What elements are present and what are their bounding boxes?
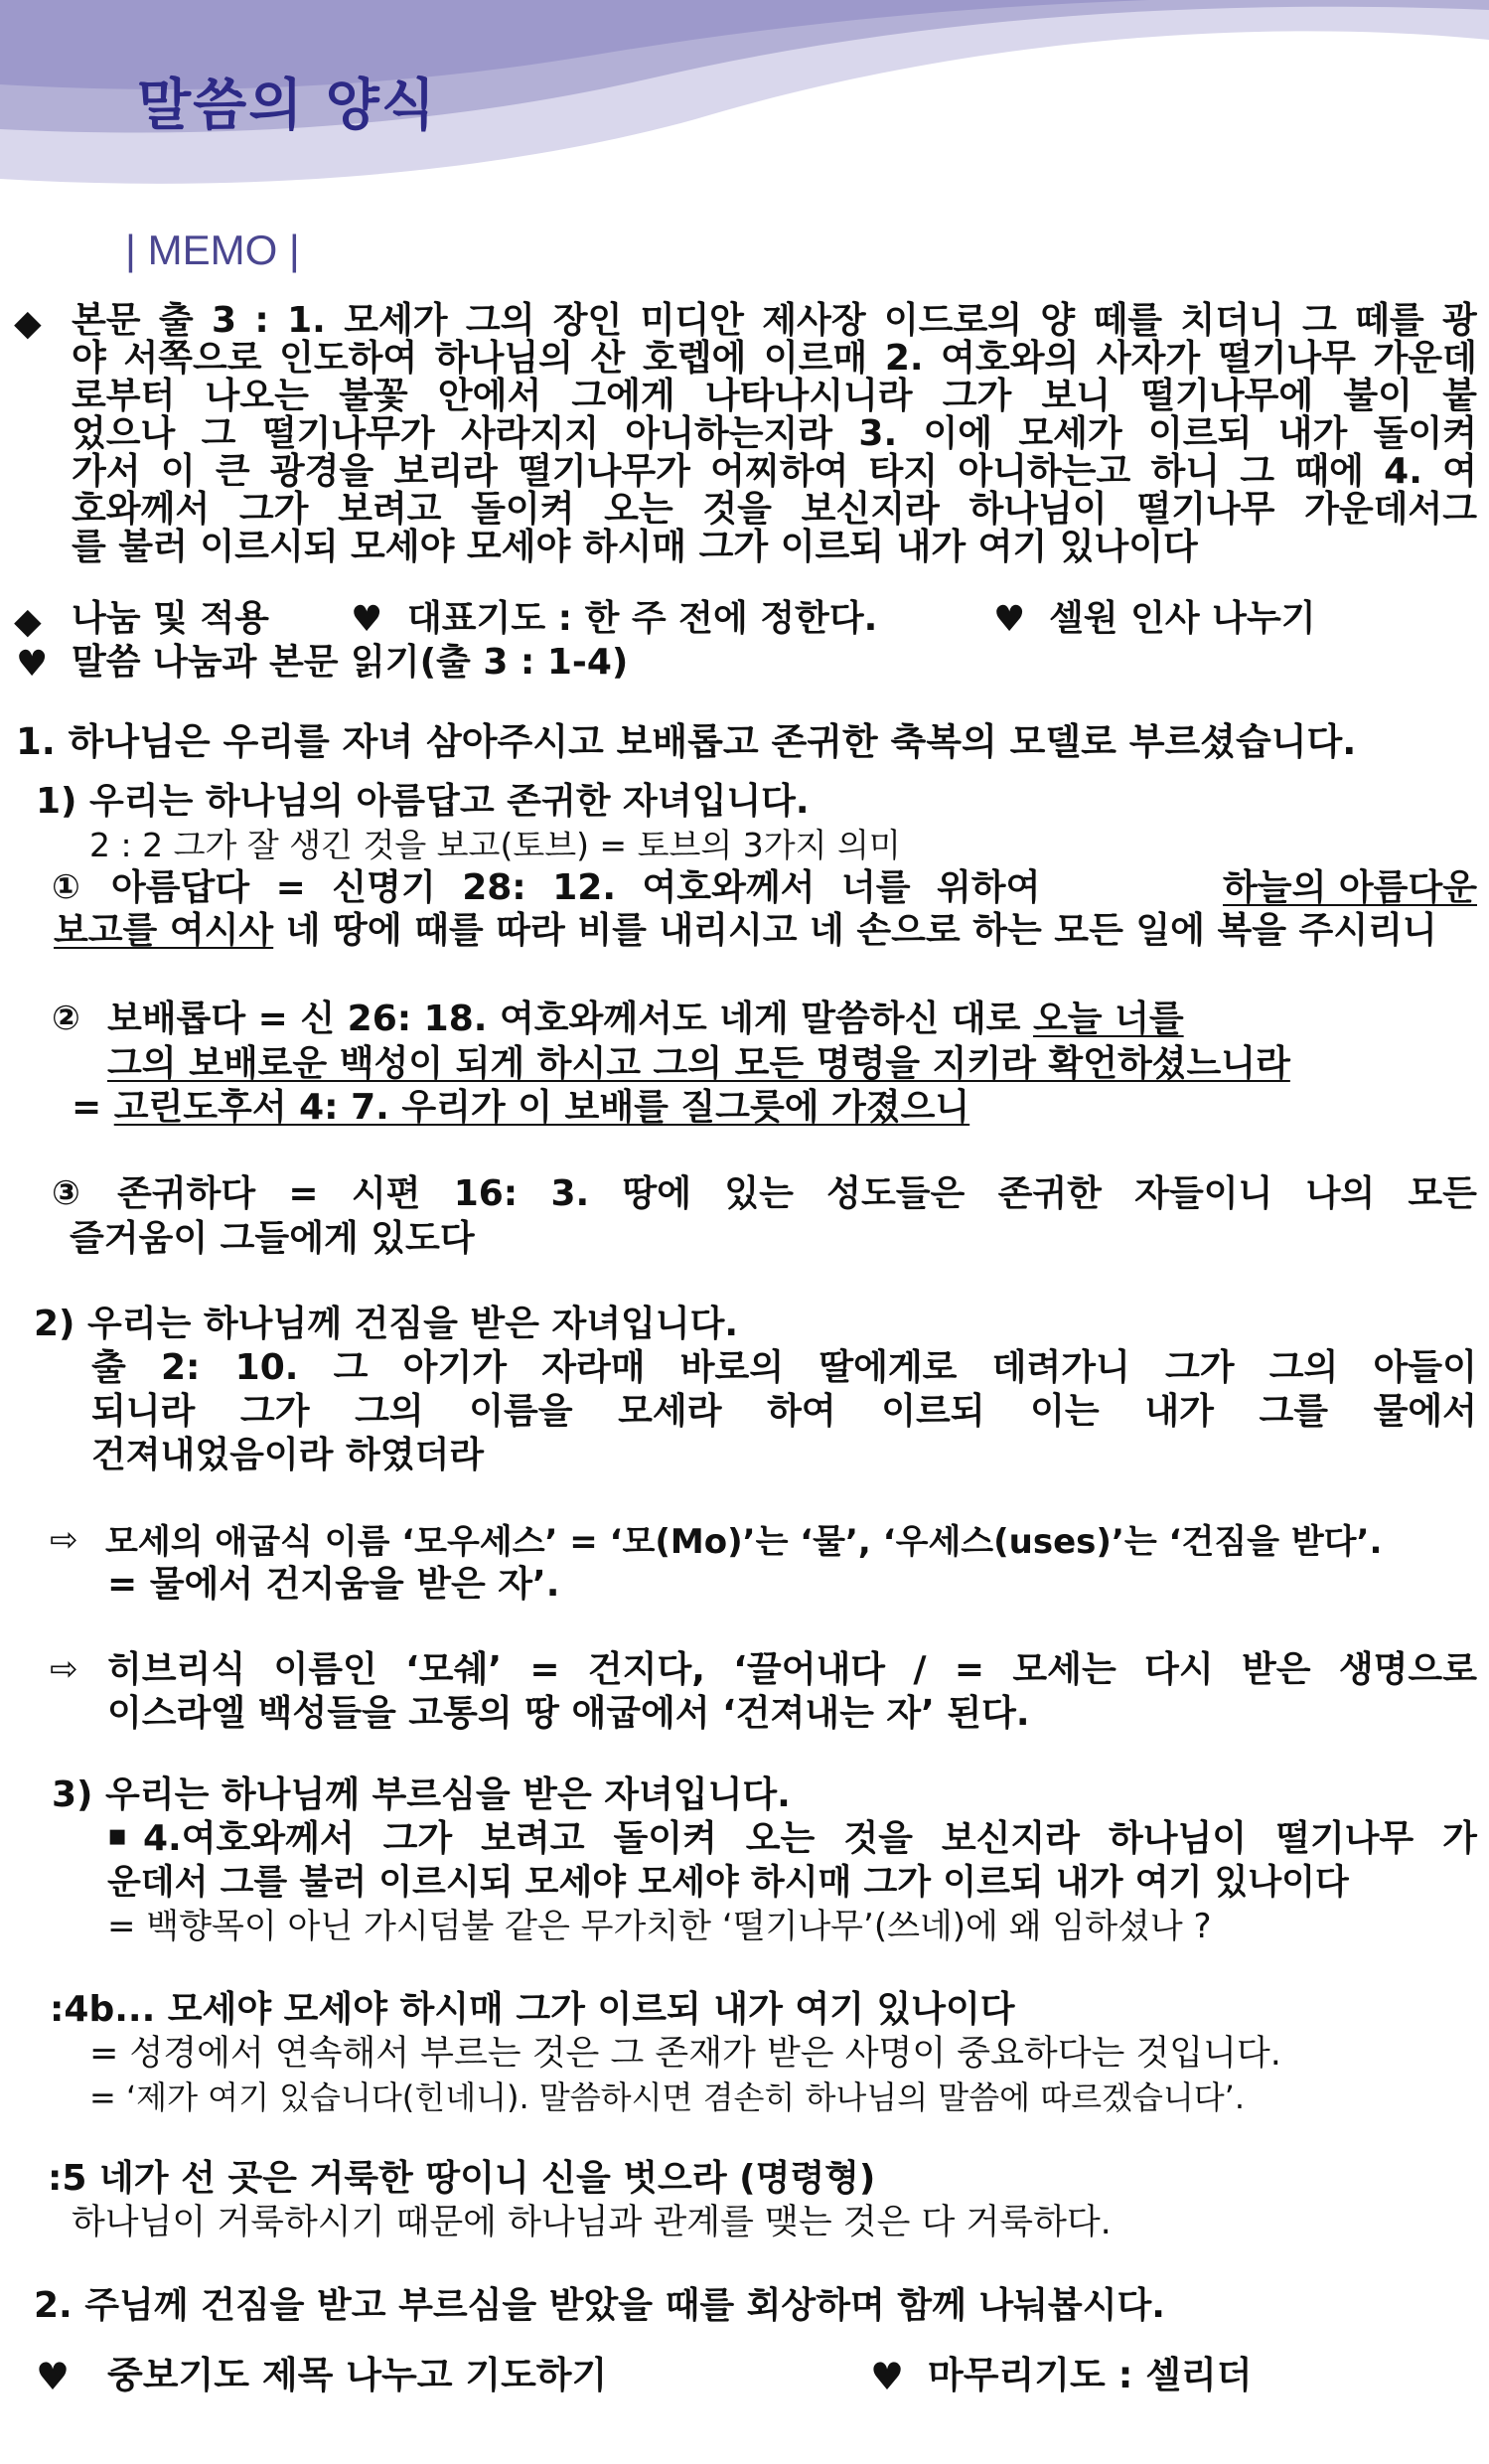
word: 그 <box>1302 300 1337 341</box>
word: 가서 <box>72 451 141 492</box>
word: 아니하는지라 <box>625 413 833 454</box>
word: 호와께서 <box>72 489 211 530</box>
word: 하나님이 <box>1108 1818 1248 1859</box>
section1-heading: 1. 하나님은 우리를 자녀 삼아주시고 보배롭고 존귀한 축복의 모델로 부르셨습니다. <box>16 720 1357 763</box>
point3-heading: 3) 우리는 하나님께 부르심을 받은 자녀입니다. <box>52 1774 791 1815</box>
word: 모든 <box>1408 1173 1477 1214</box>
word: 서쪽으로 <box>123 338 262 379</box>
word: 그가 <box>1164 1347 1235 1388</box>
point2-line2 <box>91 1391 1477 1433</box>
meaning1-underline: 하늘의 아름다운 <box>1223 867 1477 908</box>
meaning2-underline: 오늘 너를 <box>1033 999 1184 1039</box>
word: 미디안 <box>640 300 744 341</box>
word: 돌이켜 <box>1373 413 1477 454</box>
egypt-name-line2: = 물에서 건지움을 받은 자’. <box>107 1564 560 1605</box>
scripture-line <box>72 451 1477 493</box>
word: 16: <box>453 1173 519 1214</box>
word: 그 <box>201 413 236 454</box>
word: 건지다, <box>587 1649 705 1690</box>
heart-icon: ♥ <box>16 644 49 685</box>
word: 불꽃 <box>339 376 408 416</box>
square-bullet-icon: ▪ <box>107 1818 128 1853</box>
word: 3. <box>858 413 898 454</box>
scripture-line <box>72 300 1477 342</box>
word: 광 <box>1442 300 1477 341</box>
word: 보려고 <box>338 489 442 530</box>
word: 그 <box>333 1347 369 1388</box>
word: 이 <box>160 451 196 492</box>
word: 어찌하여 <box>710 451 849 492</box>
word: 보리라 <box>393 451 498 492</box>
word: 자들이니 <box>1134 1173 1273 1214</box>
word: 떼를 <box>1093 300 1163 341</box>
point3-line1 <box>143 1818 1477 1860</box>
hebrew-name-line1 <box>107 1649 1477 1691</box>
word: 바로의 <box>679 1347 785 1388</box>
closing-intercession: 중보기도 제목 나누고 기도하기 <box>107 2354 608 2396</box>
word: ‘끌어내다 <box>733 1649 886 1690</box>
apply-reading: 말씀 나눔과 본문 읽기(출 3 : 1-4) <box>72 642 629 683</box>
circled-two-icon: ② <box>52 999 80 1038</box>
heart-icon: ♥ <box>351 599 383 640</box>
word: 모세가 <box>1018 413 1122 454</box>
scripture-line <box>72 338 1477 380</box>
word: 붙 <box>1442 376 1477 416</box>
word: 장인 <box>552 300 623 341</box>
word: 이드로의 <box>883 300 1023 341</box>
meaning2-eq: = <box>72 1087 102 1128</box>
word: 사자가 <box>1096 338 1201 379</box>
word: 다시 <box>1144 1649 1214 1690</box>
circled-three-icon: ③ <box>52 1173 80 1213</box>
word: 사라지지 <box>460 413 600 454</box>
memo-label: | MEMO | <box>125 227 300 273</box>
word: 안에서 <box>437 376 542 416</box>
word: 인도하여 <box>279 338 418 379</box>
word: 떼를 <box>1355 300 1424 341</box>
point2-heading: 2) 우리는 하나님께 건짐을 받은 자녀입니다. <box>34 1304 739 1344</box>
word: 돌이켜 <box>613 1818 717 1859</box>
meaning2-line3 <box>72 1087 969 1129</box>
point1-heading: 1) 우리는 하나님의 아름답고 존귀한 자녀입니다. <box>36 781 810 822</box>
apply-greet: 셀원 인사 나누기 <box>1049 598 1316 639</box>
word: 가 <box>1442 1818 1477 1859</box>
word: 있는 <box>724 1173 794 1214</box>
word: 그에게 <box>571 376 675 416</box>
word: 떨기나무 <box>1217 338 1356 379</box>
word: 것을 <box>702 489 772 530</box>
circled-one-icon: ① <box>52 867 80 907</box>
scripture-line <box>72 413 1477 455</box>
word: 생명으로 <box>1338 1649 1477 1690</box>
heart-icon: ♥ <box>870 2355 905 2398</box>
word: 3 <box>212 300 237 341</box>
word: 1. <box>287 300 326 341</box>
word: 하여 <box>767 1391 836 1432</box>
meaning1-line2 <box>54 910 1437 952</box>
point3-line3: = 백향목이 아닌 가시덤불 같은 무가치한 ‘떨기나무’(쓰네)에 왜 임하셨나 ? <box>107 1907 1212 1946</box>
word: 그가 <box>239 1391 310 1432</box>
arrow-right-icon: ⇨ <box>50 1649 78 1689</box>
word: 그가 <box>238 489 309 530</box>
word: 타지 <box>868 451 939 492</box>
word: : <box>254 300 269 341</box>
meaning1-rest: 네 땅에 때를 따라 비를 내리시고 네 손으로 하는 모든 일에 복을 주시리니 <box>285 910 1437 951</box>
word: 이에 <box>923 413 993 454</box>
meaning2-underline3: 고린도후서 4: 7. 우리가 이 보배를 질그릇에 가졌으니 <box>113 1087 970 1128</box>
word: 2. <box>884 338 924 379</box>
word: 내가 <box>1144 1391 1214 1432</box>
word: 출 <box>91 1347 126 1388</box>
section2-heading: 2. 주님께 건짐을 받고 부르심을 받았을 때를 회상하며 함께 나눠봅시다. <box>34 2285 1165 2326</box>
word: 떨기나무 <box>1275 1818 1415 1859</box>
meaning2-line1 <box>107 999 1184 1040</box>
word: 보려고 <box>481 1818 585 1859</box>
meaning2-text: 보배롭다 = 신 26: 18. 여호와께서도 네게 말씀하신 대로 <box>107 999 1021 1039</box>
word: 나의 <box>1305 1173 1376 1214</box>
v5-line1: 하나님이 거룩하시기 때문에 하나님과 관계를 맺는 것은 다 거룩하다. <box>72 2203 1112 2242</box>
scripture-line <box>72 376 1477 417</box>
point1-note: 2 : 2 그가 잘 생긴 것을 보고(토브) = 토브의 3가지 의미 <box>89 826 901 864</box>
word: 큰 <box>215 451 250 492</box>
word: 2: <box>161 1347 201 1388</box>
word: 이르매 <box>763 338 868 379</box>
word: 불이 <box>1343 376 1413 416</box>
word: 그 <box>1240 451 1275 492</box>
scripture-line: 를 불러 이르시되 모세야 모세야 하시매 그가 이르되 내가 여기 있나이다 <box>72 527 1198 567</box>
word: 가운데서그 <box>1304 489 1477 530</box>
word: 여 <box>1442 451 1477 492</box>
word: 하나님이 <box>968 489 1108 530</box>
word: 호렙에 <box>642 338 747 379</box>
page-title: 말씀의 양식 <box>137 74 437 138</box>
word: 하나님의 <box>434 338 573 379</box>
word: = <box>288 1173 319 1214</box>
meaning1-text: 아름답다 = 신명기 28: 12. 여호와께서 너를 위하여 <box>111 867 1041 908</box>
word: 여호와의 <box>941 338 1080 379</box>
word: 10. <box>234 1347 299 1388</box>
word: 아니하는고 <box>958 451 1131 492</box>
meaning3-line1 <box>117 1173 1477 1215</box>
word: 떨기나무에 <box>1140 376 1314 416</box>
meaning1-underline2: 보고를 여시사 <box>54 910 274 951</box>
word: 히브리식 <box>107 1649 246 1690</box>
word: 이르되 <box>1148 413 1253 454</box>
diamond-icon: ◆ <box>14 601 42 642</box>
apply-title: 나눔 및 적용 <box>72 598 269 639</box>
word: 나타나시니라 <box>704 376 913 416</box>
word: 보신지라 <box>801 489 940 530</box>
word: 딸에게로 <box>819 1347 958 1388</box>
egypt-name-line1: 모세의 애굽식 이름 ‘모우세스’ = ‘모(Mo)’는 ‘물’, ‘우세스(uses)’는 ‘건짐을 받다’. <box>105 1522 1383 1562</box>
word: 가운데 <box>1373 338 1477 379</box>
word: 오는 <box>604 489 673 530</box>
word: 아기가 <box>402 1347 507 1388</box>
word: 땅에 <box>622 1173 692 1214</box>
word: 광경을 <box>269 451 374 492</box>
word: / <box>913 1649 927 1690</box>
word: 되니라 <box>91 1391 196 1432</box>
word: 제사장 <box>762 300 866 341</box>
word: 돌이켜 <box>471 489 575 530</box>
word: 존귀하다 <box>117 1173 256 1214</box>
word: 그의 <box>1268 1347 1339 1388</box>
word: 존귀한 <box>997 1173 1102 1214</box>
word: ‘모쉐’ <box>405 1649 503 1690</box>
word: 출 <box>158 300 194 341</box>
word: 오는 <box>745 1818 816 1859</box>
word: 본문 <box>72 300 141 341</box>
point2-line3: 건져내었음이라 하였더라 <box>91 1435 485 1475</box>
word: 보니 <box>1041 376 1112 416</box>
point2-line1 <box>91 1347 1477 1389</box>
word: 떨기나무가 <box>518 451 690 492</box>
word: 나오는 <box>205 376 309 416</box>
word: 물에서 <box>1373 1391 1477 1432</box>
word: 모세는 <box>1012 1649 1117 1690</box>
word: 4.여호와께서 <box>143 1818 355 1859</box>
diamond-icon: ◆ <box>14 303 42 344</box>
word: 이르되 <box>881 1391 985 1432</box>
word: = <box>954 1649 985 1690</box>
meaning3-line2: 즐거움이 그들에게 있도다 <box>70 1218 475 1259</box>
meaning2-line2: 그의 보배로운 백성이 되게 하시고 그의 모든 명령을 지키라 확언하셨느니라 <box>107 1043 1290 1084</box>
word: 산 <box>590 338 626 379</box>
word: 자라매 <box>541 1347 646 1388</box>
v4b-heading: :4b... 모세야 모세야 하시매 그가 이르되 내가 여기 있나이다 <box>50 1989 1015 2030</box>
word: 이름인 <box>273 1649 377 1690</box>
word: 내가 <box>1277 413 1348 454</box>
word: 3. <box>550 1173 590 1214</box>
word: = <box>529 1649 560 1690</box>
word: 그가 <box>942 376 1012 416</box>
word: 그를 <box>1259 1391 1329 1432</box>
word: 그의 <box>465 300 535 341</box>
word: 떨기나무 <box>1136 489 1275 530</box>
meaning1-line1 <box>111 867 1477 909</box>
v4b-line2: = ‘제가 여기 있습니다(힌네니). 말씀하시면 겸손히 하나님의 말씀에 따르겠습니다’. <box>89 2079 1246 2116</box>
word: 었으나 <box>72 413 176 454</box>
word: 하니 <box>1150 451 1221 492</box>
word: 데려가니 <box>991 1347 1130 1388</box>
word: 아들이 <box>1373 1347 1477 1388</box>
word: 이름을 <box>469 1391 573 1432</box>
word: 야 <box>72 338 106 379</box>
word: 모세라 <box>618 1391 722 1432</box>
closing-final-prayer: 마무리기도 : 셀리더 <box>928 2354 1253 2396</box>
word: 보신지라 <box>941 1818 1080 1859</box>
word: 그가 <box>382 1818 453 1859</box>
word: 성도들은 <box>826 1173 966 1214</box>
v4b-line1: = 성경에서 연속해서 부르는 것은 그 존재가 받은 사명이 중요하다는 것입니다. <box>89 2034 1281 2074</box>
word: 받은 <box>1241 1649 1311 1690</box>
word: 치더니 <box>1180 300 1284 341</box>
apply-prayer: 대표기도 : 한 주 전에 정한다. <box>407 598 878 639</box>
word: 4. <box>1384 451 1422 492</box>
heart-icon: ♥ <box>36 2355 71 2398</box>
point3-line2: 운데서 그를 불러 이르시되 모세야 모세야 하시매 그가 이르되 내가 여기 있나이다 <box>107 1863 1349 1903</box>
word: 것을 <box>843 1818 913 1859</box>
word: 떨기나무가 <box>261 413 435 454</box>
hebrew-name-line2: 이스라엘 백성들을 고통의 땅 애굽에서 ‘건져내는 자’ 된다. <box>107 1693 1030 1734</box>
word: 로부터 <box>72 376 176 416</box>
word: 양 <box>1040 300 1076 341</box>
arrow-right-icon: ⇨ <box>50 1520 78 1560</box>
word: 시편 <box>351 1173 421 1214</box>
word: 때에 <box>1294 451 1364 492</box>
word: 그의 <box>355 1391 424 1432</box>
heart-icon: ♥ <box>993 599 1026 640</box>
word: 모세가 <box>344 300 448 341</box>
v5-heading: :5 네가 선 곳은 거룩한 땅이니 신을 벗으라 (명령형) <box>48 2158 876 2199</box>
word: 이는 <box>1030 1391 1100 1432</box>
scripture-line <box>72 489 1477 531</box>
